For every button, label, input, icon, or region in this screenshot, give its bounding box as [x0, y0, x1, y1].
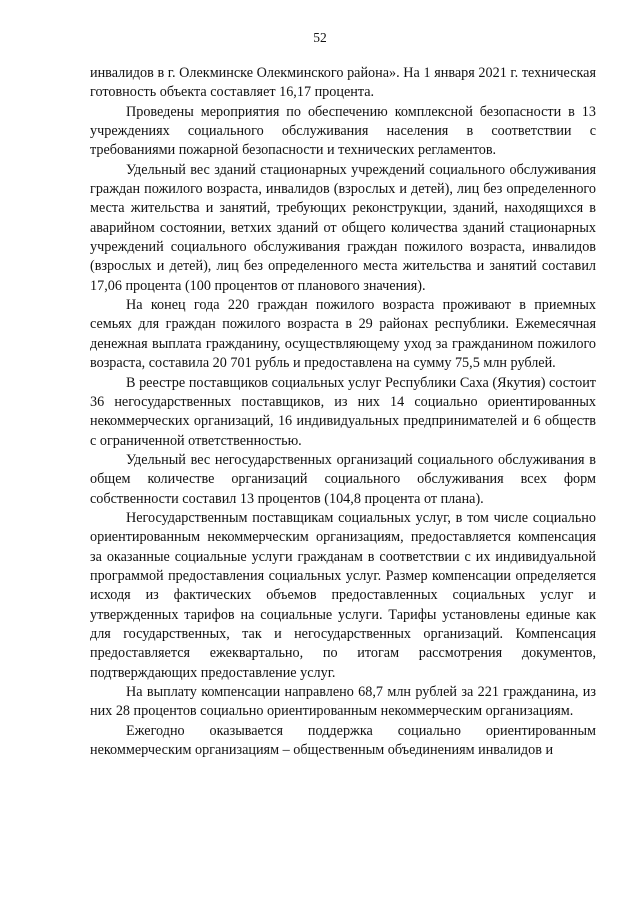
paragraph-nongovernment-share: Удельный вес негосударственных организаций социального обслуживания в общем количестве организаций социального обслуживания всех форм собственности составил 13 процентов (104,8 процента от плана).	[90, 451, 596, 507]
page-number: 52	[313, 30, 327, 45]
body-text	[90, 64, 596, 760]
paragraph-annual-support: Ежегодно оказывается поддержка социально ориентированным некоммерческим организациям – общественным объединениям инвалидов и	[90, 722, 596, 759]
paragraph-compensation: Негосударственным поставщикам социальных услуг, в том числе социально ориентированным некоммерческим организациям, предоставляется компенсация за оказанные социальные услуги гражданам в соответствии с их индивидуальной программой предоставления социальных услуг. Размер компенсации определяется исходя из фактических объемов предоставленных социальных услуг и утвержденных тарифов на социальные услуги. Тарифы установлены единые как для государственных, так и негосударственных организаций. Компенсация предоставляется ежеквартально, по итогам рассмотрения документов, подтверждающих предоставление услуг.	[90, 509, 596, 681]
paragraph-building-share: Удельный вес зданий стационарных учреждений социального обслуживания граждан пожилого возраста, инвалидов (взрослых и детей), лиц без определенного места жительства и занятий, требующих реконструкции, зданий, находящихся в аварийном состоянии, ветхих зданий от общего количества зданий стационарных учреждений социального обслуживания граждан пожилого возраста, инвалидов (взрослых и детей), лиц без определенного места жительства и занятий составил 17,06 процента (100 процентов от планового значения).	[90, 161, 596, 294]
paragraph-continuation: инвалидов в г. Олекминске Олекминского района». На 1 января 2021 г. техническая готовность объекта составляет 16,17 процента.	[90, 65, 596, 101]
paragraph-compensation-amount: На выплату компенсации направлено 68,7 млн рублей за 221 гражданина, из них 28 процентов социально ориентированным некоммерческим организациям.	[90, 684, 596, 720]
paragraph-safety-measures: Проведены мероприятия по обеспечению комплексной безопасности в 13 учреждениях социального обслуживания населения в соответствии с требованиями пожарной безопасности и технических регламентов.	[90, 103, 596, 159]
paragraph-foster-families: На конец года 220 граждан пожилого возраста проживают в приемных семьях для граждан пожилого возраста в 29 районах республики. Ежемесячная денежная выплата гражданину, осуществляющему уход за гражданином пожилого возраста, составила 20 701 рубль и предоставлена на сумму 75,5 млн рублей.	[90, 297, 596, 372]
paragraph-provider-registry: В реестре поставщиков социальных услуг Республики Саха (Якутия) состоит 36 негосударственных поставщиков, из них 14 социально ориентированных некоммерческих организаций, 16 индивидуальных предпринимателей и 6 обществ с ограниченной ответственностью.	[90, 374, 596, 449]
